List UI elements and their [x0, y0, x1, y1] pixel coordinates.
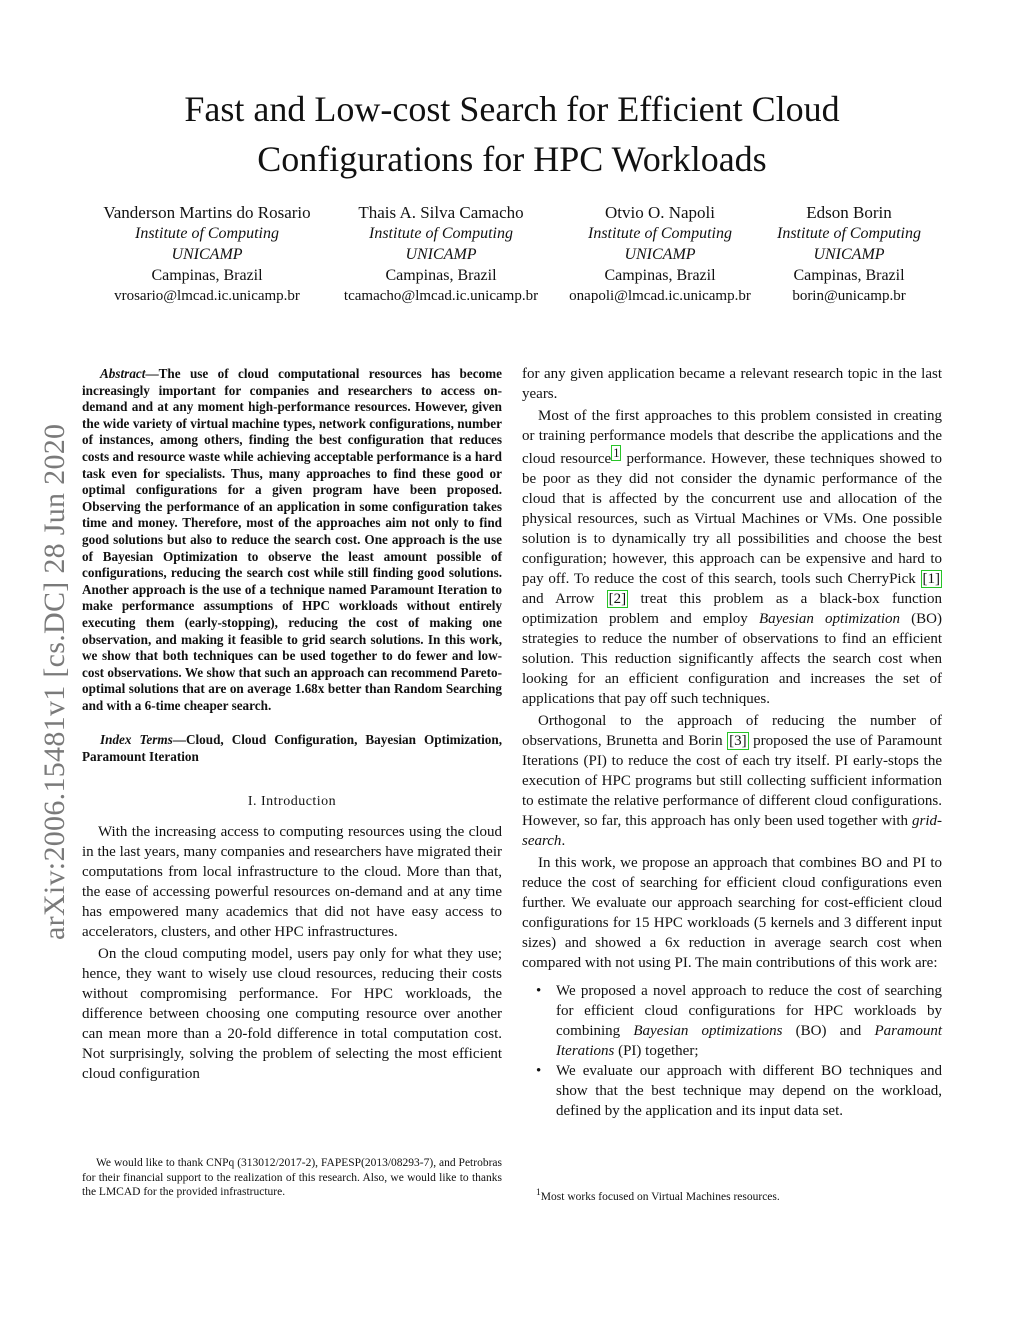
- text-run: Most of the first approaches to this problem consisted in creating or training performance models that describe the applications and the cloud resource: [522, 408, 942, 467]
- text-run: (BO) and: [782, 1023, 875, 1039]
- text-run: proposed the use of Paramount Iterations (PI) to reduce the cost of each try itself. PI early-stops the execution of HPC programs but still collecting sufficient information to estimate the relative performance of different cloud configurations. However, so far, this approach has only been used together with: [522, 733, 943, 829]
- index-terms: [82, 732, 502, 765]
- text-run: We proposed a novel approach to reduce the cost of searching for efficient cloud configurations for HPC workloads by combining: [556, 983, 942, 1039]
- citation-link-2[interactable]: [2]: [608, 591, 627, 607]
- right-paragraph-0: for any given application became a relevant research topic in the last years.: [522, 366, 942, 402]
- text-run: (BO) strategies to reduce the number of observations to find an efficient solution. This reduction significantly affects the search cost when looking for an efficient configuration and increases the set of applications that pay off such techniques.: [522, 611, 942, 707]
- author-email: tcamacho@lmcad.ic.unicamp.br: [343, 288, 539, 304]
- contributions-list: [522, 981, 942, 1121]
- right-paragraph-3: In this work, we propose an approach that combines BO and PI to reduce the cost of searching for efficient cloud configurations even further. We evaluate our approach searching for cost-efficient cloud configurations for 15 HPC workloads (5 kernels and 3 different input sizes) and showed a 6x reduction in average search cost when compared with not using PI. The main contributions of this work are:: [522, 855, 942, 971]
- text-run: .: [561, 833, 566, 849]
- footnote-1: [536, 1186, 942, 1204]
- index-terms-label: Index Terms: [100, 732, 173, 748]
- emphasis-text: Paramount Iterations: [556, 1023, 942, 1059]
- author-email: vrosario@lmcad.ic.unicamp.br: [114, 288, 300, 304]
- text-run: (PI) together;: [614, 1043, 699, 1059]
- author-organization: UNICAMP: [624, 246, 696, 263]
- title-line-1: Fast and Low-cost Search for Efficient Cloud: [184, 89, 840, 129]
- author-email: onapoli@lmcad.ic.unicamp.br: [569, 288, 751, 304]
- text-run: performance. However, these techniques showed to be poor as they did not consider the dynamic performance of the cloud that is affected by the concurrent use and allocation of the physical resources, such as Virtual Machines or VMs. One possible solution is to dynamically try all possibilities and choose the best configuration; however, this approach can be expensive and hard to pay off. To reduce the cost of this search, tools such CherryPick: [522, 451, 942, 587]
- left-column: [82, 366, 502, 1084]
- author-city: Campinas, Brazil: [385, 267, 497, 284]
- list-item: [522, 981, 942, 1061]
- author-name: Edson Borin: [806, 203, 892, 222]
- abstract: [82, 366, 502, 714]
- right-paragraph-1: [522, 406, 942, 709]
- title-line-2: Configurations for HPC Workloads: [257, 139, 767, 179]
- list-item: • We evaluate our approach with different BO techniques and show that the best technique may depend on the workload, defined by the application and its input data set.: [522, 1061, 942, 1121]
- author-email: borin@unicamp.br: [792, 288, 906, 304]
- footnote-mark: 1: [536, 1187, 541, 1198]
- author-department: Institute of Computing: [369, 225, 513, 242]
- paper-title: [0, 84, 1024, 184]
- author-organization: UNICAMP: [813, 246, 885, 263]
- text-run: Orthogonal to the approach of reducing the number of observations, Brunetta and Borin: [522, 713, 942, 749]
- text-run: treat this problem as a black-box function optimization problem and employ: [522, 591, 942, 627]
- author-city: Campinas, Brazil: [604, 267, 716, 284]
- author-name: Otvio O. Napoli: [604, 203, 716, 222]
- footnote-link[interactable]: 1: [613, 446, 620, 460]
- author-block-4: [734, 202, 964, 307]
- author-organization: UNICAMP: [171, 246, 243, 263]
- emphasis-text: Bayesian optimizations: [633, 1023, 783, 1039]
- author-name: Thais A. Silva Camacho: [358, 203, 524, 222]
- abstract-label: Abstract: [100, 366, 146, 381]
- emphasis-text: Bayesian optimization: [758, 611, 901, 627]
- section-heading-introduction: I. Introduction: [247, 793, 337, 809]
- intro-paragraph-2: On the cloud computing model, users pay only for what they use; hence, they want to wisely use cloud resources, reducing their costs without compromising performance. For HPC workloads, the difference between choosing one computing resource over another can mean more than a 20-fold difference in total computation cost. Not surprisingly, solving the problem of selecting the most efficient cloud configuration: [82, 945, 502, 1082]
- footnote-text: Most works focused on Virtual Machines resources.: [540, 1190, 780, 1203]
- author-department: Institute of Computing: [588, 225, 732, 242]
- text-run: and Arrow: [522, 591, 607, 607]
- author-organization: UNICAMP: [405, 246, 477, 263]
- citation-link-1[interactable]: [1]: [922, 571, 940, 587]
- citation-link-3[interactable]: [3]: [729, 733, 747, 749]
- right-column: [522, 364, 942, 1121]
- author-block-2: [326, 202, 556, 307]
- author-city: Campinas, Brazil: [793, 267, 905, 284]
- right-paragraph-2: [522, 711, 942, 851]
- author-department: Institute of Computing: [135, 225, 279, 242]
- author-department: Institute of Computing: [777, 225, 921, 242]
- funding-footnote: We would like to thank CNPq (313012/2017-2), FAPESP(2013/08293-7), and Petrobras for their financial support to the realization of this research. Also, we would like to thanks the LMCAD for the provided infrastructure.: [82, 1157, 502, 1198]
- emphasis-text: grid-search: [522, 813, 942, 849]
- author-block-1: [92, 202, 322, 307]
- author-name: Vanderson Martins do Rosario: [103, 203, 311, 222]
- intro-paragraph-1: With the increasing access to computing resources using the cloud in the last years, many companies and researchers have migrated their computations from local infrastructure to the cloud. More than that, the ease of accessing powerful resources on-demand and at any time has empowered many academics that did not have easy access to accelerators, clusters, and other HPC infrastructures.: [82, 823, 502, 940]
- index-terms-text: —Cloud, Cloud Configuration, Bayesian Optimization, Paramount Iteration: [82, 732, 502, 765]
- abstract-text: —The use of cloud computational resources has become increasingly important for companies and researchers to access on-demand and at any moment high-performance resources. However, given the wide variety of virtual machine types, network configurations, number of instances, among others, finding the best configuration that reduces costs and resource waste while achieving acceptable performance is a hard task even for specialists. Thus, many approaches to find these good or optimal configurations for a given program have been proposed. Observing the performance of an application in some configuration takes time and money. Therefore, most of the approaches aim not only to find good solutions but also to reduce the search cost. One approach is the use of Bayesian Optimization to observe the least amount possible of configurations, reducing the search cost while still finding good solutions. Another approach is the use of a technique named Paramount Iteration to make performance assumptions of HPC workloads without entirely executing them (early-stopping), reducing the cost of making one observation, and making it feasible to grid search solutions. In this work, we show that both techniques can be used together to do fewer and low-cost observations. We show that such an approach can recommend Pareto-optimal solutions that are on average 1.68x better than Random Searching and with a 6-time cheaper search.: [82, 366, 502, 713]
- author-city: Campinas, Brazil: [151, 267, 263, 284]
- arxiv-identifier-stamp: arXiv:2006.15481v1 [cs.DC] 28 Jun 2020: [38, 423, 71, 940]
